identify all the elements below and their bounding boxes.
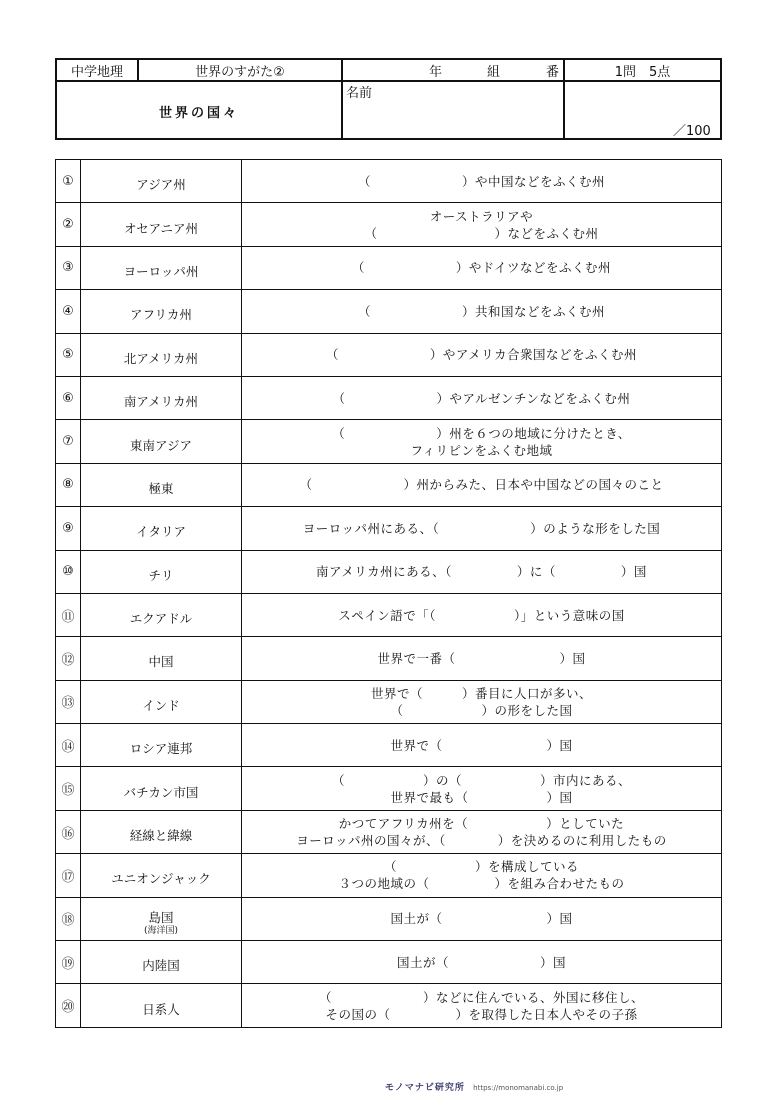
question-text[interactable]: [242, 637, 722, 680]
question-number: ⑪: [56, 593, 81, 636]
term-cell: [81, 420, 242, 463]
question-line: （ ）州からみた、日本や中国などの国々のこと: [299, 477, 664, 493]
question-line: ヨーロッパ州の国々が、（ ）を決めるのに利用したもの: [296, 833, 667, 849]
question-number: ⑯: [56, 810, 81, 853]
question-line: （ ）やアルゼンチンなどをふくむ州: [332, 390, 631, 406]
question-number: ⑫: [56, 637, 81, 680]
term-label: ユニオンジャック: [111, 871, 211, 887]
question-row: [56, 897, 722, 940]
question-row: [56, 507, 722, 550]
term-cell: [81, 160, 242, 203]
term-label: ヨーロッパ州: [123, 263, 199, 279]
term-cell: [81, 680, 242, 723]
question-line: （ ）共和国などをふくむ州: [357, 303, 605, 319]
term-cell: [81, 463, 242, 506]
question-row: [56, 941, 722, 984]
question-row: [56, 637, 722, 680]
question-number: ④: [56, 290, 81, 333]
name-label: 名前: [346, 86, 373, 101]
question-text[interactable]: [242, 810, 722, 853]
question-text[interactable]: [242, 724, 722, 767]
question-line: 南アメリカ州にある、（ ）に（ ）国: [316, 564, 647, 580]
question-line: （ ）やドイツなどをふくむ州: [351, 260, 612, 276]
question-number: ⑬: [56, 680, 81, 723]
term-cell: [81, 593, 242, 636]
question-row: [56, 160, 722, 203]
term-label: 内陸国: [142, 958, 180, 974]
question-number: ⑱: [56, 897, 81, 940]
question-line: （ ）やアメリカ合衆国などをふくむ州: [325, 347, 638, 363]
question-line: （ ）や中国などをふくむ州: [357, 173, 605, 189]
term-cell: [81, 246, 242, 289]
term-label: 経線と緯線: [129, 828, 193, 844]
question-number: ⑥: [56, 376, 81, 419]
question-text[interactable]: [242, 550, 722, 593]
term-cell: [81, 897, 242, 940]
question-number: ⑦: [56, 420, 81, 463]
term-label: イタリア: [135, 524, 186, 540]
question-number: ⑨: [56, 507, 81, 550]
question-line: フィリピンをふくむ地域: [410, 442, 553, 458]
question-row: [56, 550, 722, 593]
question-number: ⑩: [56, 550, 81, 593]
term-label: 南アメリカ州: [123, 394, 199, 410]
term-cell: [81, 810, 242, 853]
question-row: [56, 854, 722, 897]
question-line: （ ）などに住んでいる、外国に移住し、: [318, 989, 644, 1005]
question-number: ②: [56, 203, 81, 246]
question-text[interactable]: [242, 463, 722, 506]
question-number: ⑰: [56, 854, 81, 897]
term-label: アフリカ州: [130, 307, 192, 323]
question-row: [56, 680, 722, 723]
term-label: 島国: [148, 909, 174, 925]
term-sublabel: (海洋国): [143, 925, 179, 936]
question-line: スペイン語で「（ ）」という意味の国: [338, 607, 625, 623]
publisher-logo: モノマナビ研究所: [385, 1083, 465, 1093]
question-row: [56, 333, 722, 376]
question-text[interactable]: [242, 767, 722, 810]
question-row: [56, 463, 722, 506]
question-number: ⑮: [56, 767, 81, 810]
question-line: （ ）の形をした国: [390, 702, 573, 718]
term-cell: [81, 507, 242, 550]
question-row: [56, 203, 722, 246]
question-number: ③: [56, 246, 81, 289]
question-line: ヨーロッパ州にある、（ ）のような形をした国: [302, 520, 661, 536]
term-cell: [81, 724, 242, 767]
worksheet-header: [55, 58, 722, 140]
term-label: 北アメリカ州: [123, 350, 199, 366]
question-text[interactable]: [242, 984, 722, 1027]
question-line: （ ）州を６つの地域に分けたとき、: [332, 425, 631, 441]
question-line: 世界で（ ）国: [390, 737, 573, 753]
question-text[interactable]: [242, 854, 722, 897]
term-label: 日系人: [142, 1001, 180, 1017]
question-row: [56, 420, 722, 463]
question-text[interactable]: [242, 203, 722, 246]
question-line: 国土が（ ）国: [390, 911, 573, 927]
question-text[interactable]: [242, 680, 722, 723]
term-label: 極東: [148, 480, 174, 496]
question-text[interactable]: [242, 420, 722, 463]
question-number: ⑭: [56, 724, 81, 767]
question-line: （ ）などをふくむ州: [364, 225, 599, 241]
question-line: 国土が（ ）国: [396, 954, 566, 970]
term-label: 中国: [148, 654, 174, 670]
name-field[interactable]: [343, 82, 563, 140]
question-row: [56, 724, 722, 767]
term-label: バチカン市国: [123, 784, 199, 800]
question-row: [56, 290, 722, 333]
term-label: インド: [142, 697, 180, 713]
term-label: ロシア連邦: [129, 741, 193, 757]
question-text[interactable]: [242, 290, 722, 333]
question-text[interactable]: [242, 507, 722, 550]
question-line: （ ）を構成している: [383, 859, 579, 875]
question-table: [55, 159, 722, 1028]
term-cell: [81, 984, 242, 1027]
question-number: ⑳: [56, 984, 81, 1027]
question-text[interactable]: [242, 160, 722, 203]
question-number: ①: [56, 160, 81, 203]
question-text[interactable]: [242, 941, 722, 984]
term-label: アジア州: [136, 177, 186, 193]
term-cell: [81, 637, 242, 680]
question-row: [56, 246, 722, 289]
subject-label: 中学地理: [70, 64, 123, 80]
question-line: ３つの地域の（ ）を組み合わせたもの: [338, 876, 625, 892]
term-cell: [81, 203, 242, 246]
footer-url: https://monomanabi.co.jp: [473, 1084, 564, 1092]
term-label: 東南アジア: [129, 437, 192, 453]
class-label: 組: [487, 65, 501, 80]
question-line: （ ）の（ ）市内にある、: [331, 772, 631, 788]
question-line: オーストラリアや: [429, 208, 534, 224]
unit-label: 世界のすがた②: [195, 64, 285, 80]
term-label: オセアニア州: [123, 220, 198, 236]
question-text[interactable]: [242, 333, 722, 376]
footer: [385, 1080, 775, 1094]
term-cell: [81, 854, 242, 897]
score-total: ／100: [673, 124, 711, 139]
question-row: [56, 810, 722, 853]
question-line: かつてアフリカ州を（ ）としていた: [338, 816, 625, 832]
question-row: [56, 593, 722, 636]
page-title: 世界の国々: [158, 105, 239, 121]
question-row: [56, 984, 722, 1027]
question-row: [56, 376, 722, 419]
year-label: 年: [429, 65, 443, 80]
question-text[interactable]: [242, 246, 722, 289]
question-number: ⑤: [56, 333, 81, 376]
question-line: 世界で最も（ ）国: [390, 789, 573, 805]
question-number: ⑲: [56, 941, 81, 984]
number-label: 番: [546, 65, 560, 80]
points-label: 1問 5点: [614, 64, 671, 80]
term-cell: [81, 941, 242, 984]
term-label: エクアドル: [129, 611, 193, 627]
question-line: 世界で一番（ ）国: [377, 650, 586, 666]
term-cell: [81, 550, 242, 593]
term-cell: [81, 767, 242, 810]
term-label: チリ: [148, 567, 174, 583]
question-text[interactable]: [242, 593, 722, 636]
question-line: 世界で（ ）番目に人口が多い、: [370, 685, 592, 701]
question-number: ⑧: [56, 463, 81, 506]
question-row: [56, 767, 722, 810]
term-cell: [81, 333, 242, 376]
question-line: その国の（ ）を取得した日本人やその子孫: [325, 1006, 638, 1022]
question-text[interactable]: [242, 897, 722, 940]
term-cell: [81, 290, 242, 333]
term-cell: [81, 376, 242, 419]
question-text[interactable]: [242, 376, 722, 419]
